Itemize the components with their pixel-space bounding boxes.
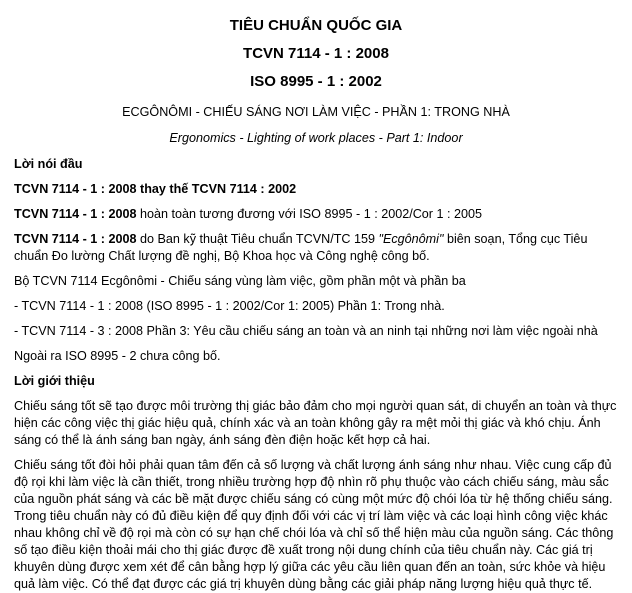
series-part3: - TCVN 7114 - 3 : 2008 Phần 3: Yêu cầu chiếu sáng an toàn và an ninh tại những nơi làm việc ngoài nhà [14, 324, 598, 338]
foreword-drafted [14, 231, 618, 265]
standard-code-iso: ISO 8995 - 1 : 2002 [250, 73, 382, 90]
standard-title: TIÊU CHUẨN QUỐC GIA [229, 17, 403, 34]
foreword-equivalence [14, 206, 618, 223]
drafted-text-b: biên soạn, Tổng cục Tiêu chuẩn Đo lường Chất lượng đề nghị, Bộ Khoa học và Công nghệ công bố. [14, 232, 588, 263]
introduction-heading: Lời giới thiệu [14, 374, 95, 388]
drafted-text-a: do Ban kỹ thuật Tiêu chuẩn TCVN/TC 159 [136, 232, 379, 246]
introduction-para2: Chiếu sáng tốt đòi hỏi phải quan tâm đến cả số lượng và chất lượng ánh sáng như nhau. Việc cung cấp đủ độ rọi khi làm việc là cần thiết, trong nhiều trường hợp độ nhìn rõ phụ thuộc vào cách chiếu sáng, màu sắc của nguồn phát sáng và các bề mặt được chiếu sáng có cùng một mức độ chói lóa từ hệ thống chiếu sáng. Trong tiêu chuẩn này có đủ điều kiện để quy định đối với các vị trí làm việc và các loại hình công việc khác nhau không chỉ về độ rọi mà còn có sự hạn chế chói lóa và chỉ số thể hiện màu của nguồn sáng. Các thông số tạo điều kiện thoải mái cho thị giác được đề xuất trong nội dung chính của tiêu chuẩn này. Các giá trị khuyên dùng được xem xét để cân bằng hợp lý giữa các yêu cầu liên quan đến an toàn, sức khỏe và hiệu quả làm việc. Có thể đạt được các giá trị khuyên dùng bằng các giải pháp năng lượng hiệu quả thực tế. [14, 458, 614, 591]
foreword-heading: Lời nói đầu [14, 157, 83, 171]
drafted-italic: "Ecgônômi" [378, 232, 444, 246]
drafted-code: TCVN 7114 - 1 : 2008 [14, 232, 137, 246]
equiv-text: hoàn toàn tương đương với ISO 8995 - 1 : 2002/Cor 1 : 2005 [136, 207, 483, 221]
subtitle-en: Ergonomics - Lighting of work places - Part 1: Indoor [169, 131, 463, 145]
equiv-code: TCVN 7114 - 1 : 2008 [14, 207, 137, 221]
foreword-replaces: TCVN 7114 - 1 : 2008 thay thế TCVN 7114 : 2002 [14, 182, 297, 196]
introduction-para1: Chiếu sáng tốt sẽ tạo được môi trường thị giác bảo đảm cho mọi người quan sát, di chuyển an toàn và thực hiện các công việc thị giác hiệu quả, chính xác và an toàn không gây ra mệt mỏi thị giác và khó chịu. Ánh sáng có thể là ánh sáng ban ngày, ánh sáng đèn điện hoặc kết hợp cả hai. [14, 399, 617, 447]
standard-code-vn: TCVN 7114 - 1 : 2008 [243, 45, 389, 62]
series-part1: - TCVN 7114 - 1 : 2008 (ISO 8995 - 1 : 2002/Cor 1: 2005) Phần 1: Trong nhà. [14, 299, 445, 313]
subtitle-vn: ECGÔNÔMI - CHIẾU SÁNG NƠI LÀM VIỆC - PHẦN 1: TRONG NHÀ [122, 105, 510, 119]
series-intro: Bộ TCVN 7114 Ecgônômi - Chiếu sáng vùng làm việc, gồm phần một và phần ba [14, 274, 466, 288]
foreword-note: Ngoài ra ISO 8995 - 2 chưa công bố. [14, 349, 221, 363]
